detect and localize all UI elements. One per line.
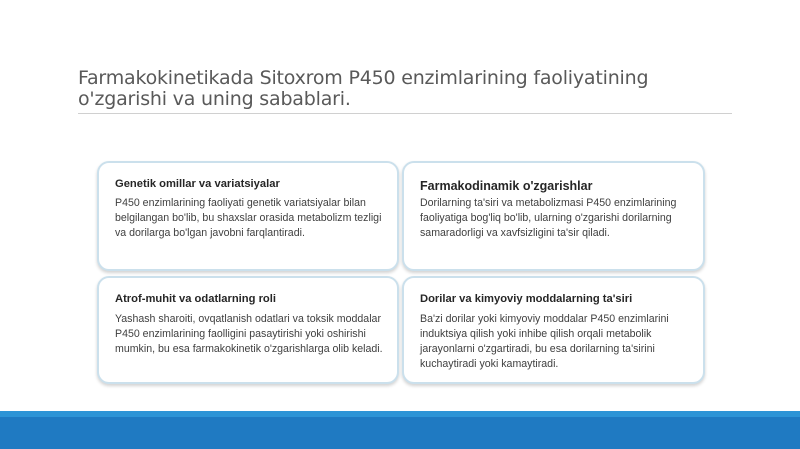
card-pharmacodynamic-changes (402, 161, 705, 271)
card-body: P450 enzimlarining faoliyati genetik variatsiyalar bilan belgilangan bo'lib, bu shaxslar orasida metabolizm tezligi va dorilarga bo'lgan javobni farqlantiradi. (115, 197, 382, 239)
footer-accent-stripe (0, 411, 800, 417)
card-heading: Genetik omillar va variatsiyalar (115, 178, 280, 190)
card-heading: Farmakodinamik o'zgarishlar (420, 179, 593, 193)
slide-title: Farmakokinetikada Sitoxrom P450 enzimlarining faoliyatining o'zgarishi va uning sabablari. (78, 67, 649, 110)
card-environment-habits (97, 276, 399, 384)
card-heading: Dorilar va kimyoviy moddalarning ta'siri (420, 293, 633, 305)
card-body: Yashash sharoiti, ovqatlanish odatlari va toksik moddalar P450 enzimlarining faolligini pasaytirishi yoki oshirishi mumkin, bu esa farmakokinetik o'zgarishlarga olib keladi. (115, 313, 383, 355)
card-body: Ba'zi dorilar yoki kimyoviy moddalar P450 enzimlarini induktsiya qilish yoki inhibe qilish orqali metabolik jarayonlarni o'zgartiradi, bu esa dorilarning ta'sirini kuchaytiradi yoki kamaytiradi. (420, 313, 669, 370)
card-drugs-chemicals (402, 276, 705, 384)
card-body: Dorilarning ta'siri va metabolizmasi P450 enzimlarining faoliyatiga bog'liq bo'lib, ularning o'zgarishi dorilarning samaradorligi va xavfsizligini ta'sir qiladi. (420, 197, 677, 239)
title-divider (78, 113, 732, 114)
card-heading: Atrof-muhit va odatlarning roli (115, 293, 276, 305)
card-genetic-factors (97, 161, 399, 271)
